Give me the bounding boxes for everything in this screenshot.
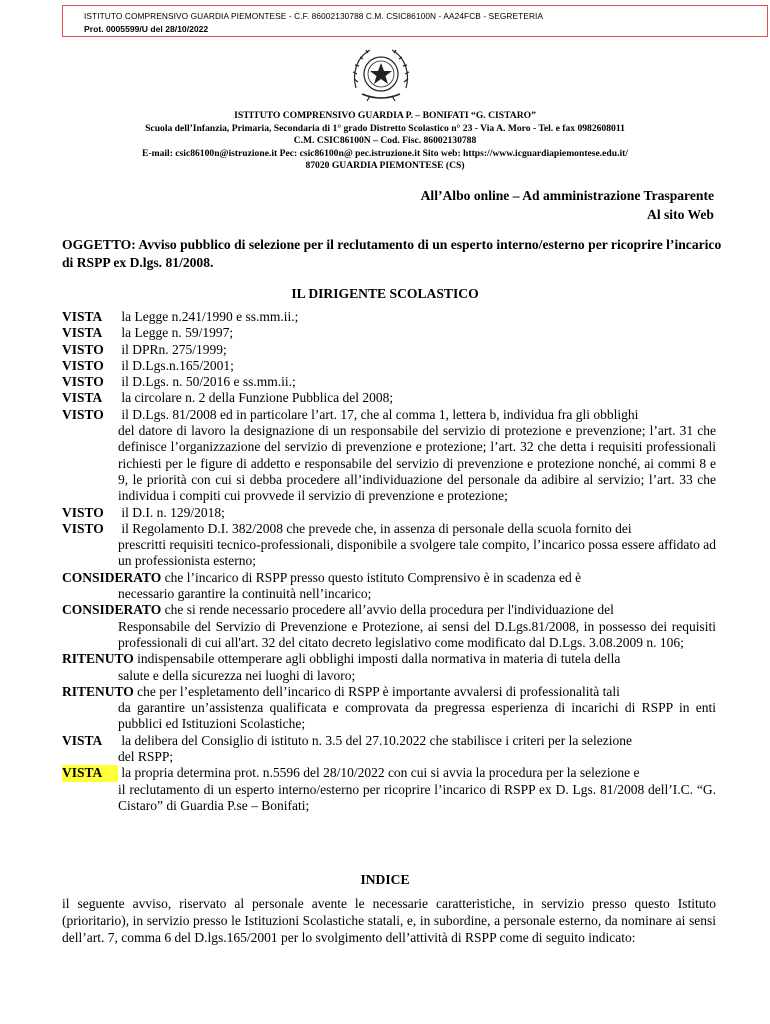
clause-keyword: VISTA [62, 765, 118, 781]
clause-keyword: VISTA [62, 325, 103, 341]
clause-text: la Legge n. 59/1997; [121, 325, 234, 341]
clause-text: la propria determina prot. n.5596 del 28/10/2022 con cui si avvia la procedura per la selezione e [121, 765, 640, 781]
clause-item [62, 651, 716, 684]
clause-text: la circolare n. 2 della Funzione Pubblica del 2008; [121, 390, 394, 406]
clause-item [62, 342, 716, 358]
clause-item [62, 505, 716, 521]
clause-item [62, 309, 716, 325]
clause-keyword: VISTA [62, 732, 103, 748]
clause-first-line [62, 309, 716, 325]
clause-continuation: necessario garantire la continuità nell’incarico; [118, 586, 372, 602]
school-name: ISTITUTO COMPRENSIVO GUARDIA P. – BONIFATI “G. CISTARO” [234, 110, 536, 121]
school-contacts: E-mail: csic86100n@istruzione.it Pec: csic86100n@ pec.istruzione.it Sito web: https://www.icguardiapiemontese.edu.it/ [141, 147, 629, 159]
italian-republic-emblem-icon [348, 44, 414, 106]
clause-first-line [62, 651, 716, 667]
school-header [0, 110, 770, 173]
clause-continuation: Responsabile del Servizio di Prevenzione e Protezione, ai sensi del D.Lgs.81/2008, in possesso dei requisiti professionali di cui all'art. 32 del citato decreto legislativo come modificato dal D.Lgs. 3.08.2009 n. 106; [118, 618, 716, 650]
clause-text: il DPRn. 275/1999; [121, 341, 227, 357]
clause-continuation: del RSPP; [118, 749, 174, 765]
clause-first-line [62, 407, 716, 423]
clause-first-line [62, 505, 716, 521]
clause-keyword: RITENUTO [62, 683, 134, 699]
clause-keyword: RITENUTO [62, 651, 134, 667]
clause-item [62, 407, 716, 505]
clause-keyword: CONSIDERATO [62, 602, 162, 618]
clause-text: il D.Lgs. n. 50/2016 e ss.mm.ii.; [121, 374, 296, 390]
clause-first-line [62, 521, 716, 537]
clause-first-line [62, 684, 716, 700]
clause-item [62, 570, 716, 603]
clause-item [62, 390, 716, 406]
clause-text: il Regolamento D.I. 382/2008 che prevede che, in assenza di personale della scuola fornito dei [121, 520, 632, 536]
clause-keyword: VISTO [62, 341, 104, 357]
clause-text: il D.Lgs.n.165/2001; [121, 357, 234, 373]
clause-text: la delibera del Consiglio di istituto n. 3.5 del 27.10.2022 che stabilisce i criteri per la selezione [121, 732, 632, 748]
clause-keyword: VISTA [62, 390, 103, 406]
clause-first-line [62, 358, 716, 374]
clause-item [62, 374, 716, 390]
stamp-protocol-number: Prot. 0005599/U del 28/10/2022 [84, 24, 209, 34]
clause-item [62, 684, 716, 733]
clause-continuation: il reclutamento di un esperto interno/esterno per ricoprire l’incarico di RSPP ex D. Lgs. 81/2008 dell’I.C. “G. Cistaro” di Guardia P.se – Bonifati; [118, 781, 716, 813]
recipient-website: Al sito Web [647, 207, 714, 222]
closing-paragraph: il seguente avviso, riservato al personale avente le necessarie caratteristiche, in servizio presso questo Istituto (prioritario), in servizio presso le Istituzioni Scolastiche statali, e, in subordine, a personale esterno, da nominare ai sensi dell’art. 7, comma 6 del D.lgs.165/2001 per lo svolgimento dell’attività di RSPP come di seguito indicato: [62, 896, 716, 945]
clause-first-line [62, 733, 716, 749]
index-title: INDICE [360, 872, 410, 887]
school-levels-address: Scuola dell’Infanzia, Primaria, Secondaria di 1° grado Distretto Scolastico n° 23 - Via A. Moro - Tel. e fax 0982608011 [145, 122, 625, 134]
clause-first-line [62, 374, 716, 390]
clause-text: che si rende necessario procedere all’avvio della procedura per l'individuazione del [164, 602, 614, 618]
clause-item [62, 602, 716, 651]
clause-continuation: del datore di lavoro la designazione di un responsabile del servizio di protezione e prevenzione; l’art. 31 che definisce l’organizzazione del servizio di prevenzione e protezione; l’art. 32 che detta i requisiti professionali richiesti per le figure di addetto e responsabile del servizio di prevenzione e protezione nonché, ai commi 8 e 9, le priorità con cui si debba procedere all’individuazione del personale da adibire al servizio; l’art. 33 che individua i compiti cui provvede il servizio di prevenzione e protezione; [118, 423, 716, 504]
clause-keyword: CONSIDERATO [62, 569, 162, 585]
clause-text: il D.I. n. 129/2018; [121, 504, 225, 520]
clause-text: indispensabile ottemperare agli obblighi imposti dalla normativa in materia di tutela della [137, 651, 621, 667]
clause-continuation: salute e della sicurezza nei luoghi di lavoro; [118, 667, 356, 683]
clause-continuation: prescritti requisiti tecnico-professionali, disponibile a svolgere tale compito, l’incarico possa essere affidato ad un professionista esterno; [118, 537, 716, 569]
clause-item [62, 358, 716, 374]
recipient-albo: All’Albo online – Ad amministrazione Trasparente [420, 188, 714, 203]
clause-text: la Legge n.241/1990 e ss.mm.ii.; [121, 309, 299, 324]
section-title: IL DIRIGENTE SCOLASTICO [291, 286, 479, 301]
clause-text: che l’incarico di RSPP presso questo istituto Comprensivo è in scadenza ed è [164, 569, 582, 585]
clause-first-line [62, 325, 716, 341]
clause-keyword: VISTO [62, 406, 104, 422]
clause-first-line [62, 765, 716, 781]
clause-item [62, 765, 716, 814]
clause-text: che per l’espletamento dell’incarico di RSPP è importante avvalersi di professionalità tali [137, 683, 620, 699]
protocol-stamp [62, 5, 768, 37]
clause-first-line [62, 602, 716, 618]
clause-item [62, 521, 716, 570]
clause-first-line [62, 390, 716, 406]
clause-keyword: VISTO [62, 520, 104, 536]
clause-item [62, 325, 716, 341]
clause-keyword: VISTO [62, 504, 104, 520]
school-city: 87020 GUARDIA PIEMONTESE (CS) [305, 160, 465, 172]
clause-keyword: VISTO [62, 357, 104, 373]
clause-continuation: da garantire un’assistenza qualificata e comprovata da pregressa esperienza di incarichi di RSPP in enti pubblici ed Istituzioni Scolastiche; [118, 700, 716, 732]
clauses-list [62, 309, 716, 814]
clause-first-line [62, 342, 716, 358]
recipients [421, 186, 714, 224]
clause-keyword: VISTA [62, 309, 103, 324]
clause-keyword: VISTO [62, 374, 104, 390]
clause-first-line [62, 570, 716, 586]
clause-item [62, 733, 716, 766]
clause-text: il D.Lgs. 81/2008 ed in particolare l’art. 17, che al comma 1, lettera b, individua fra gli obblighi [121, 406, 639, 422]
school-codes: C.M. CSIC86100N – Cod. Fisc. 86002130788 [293, 135, 477, 147]
stamp-line-1: ISTITUTO COMPRENSIVO GUARDIA PIEMONTESE - C.F. 86002130788 C.M. CSIC86100N - AA24FCB - SEGRETERIA [84, 11, 544, 21]
subject: OGGETTO: Avviso pubblico di selezione per il reclutamento di un esperto interno/esterno per ricoprire l’incarico di RSPP ex D.lgs. 81/2008. [62, 237, 722, 270]
